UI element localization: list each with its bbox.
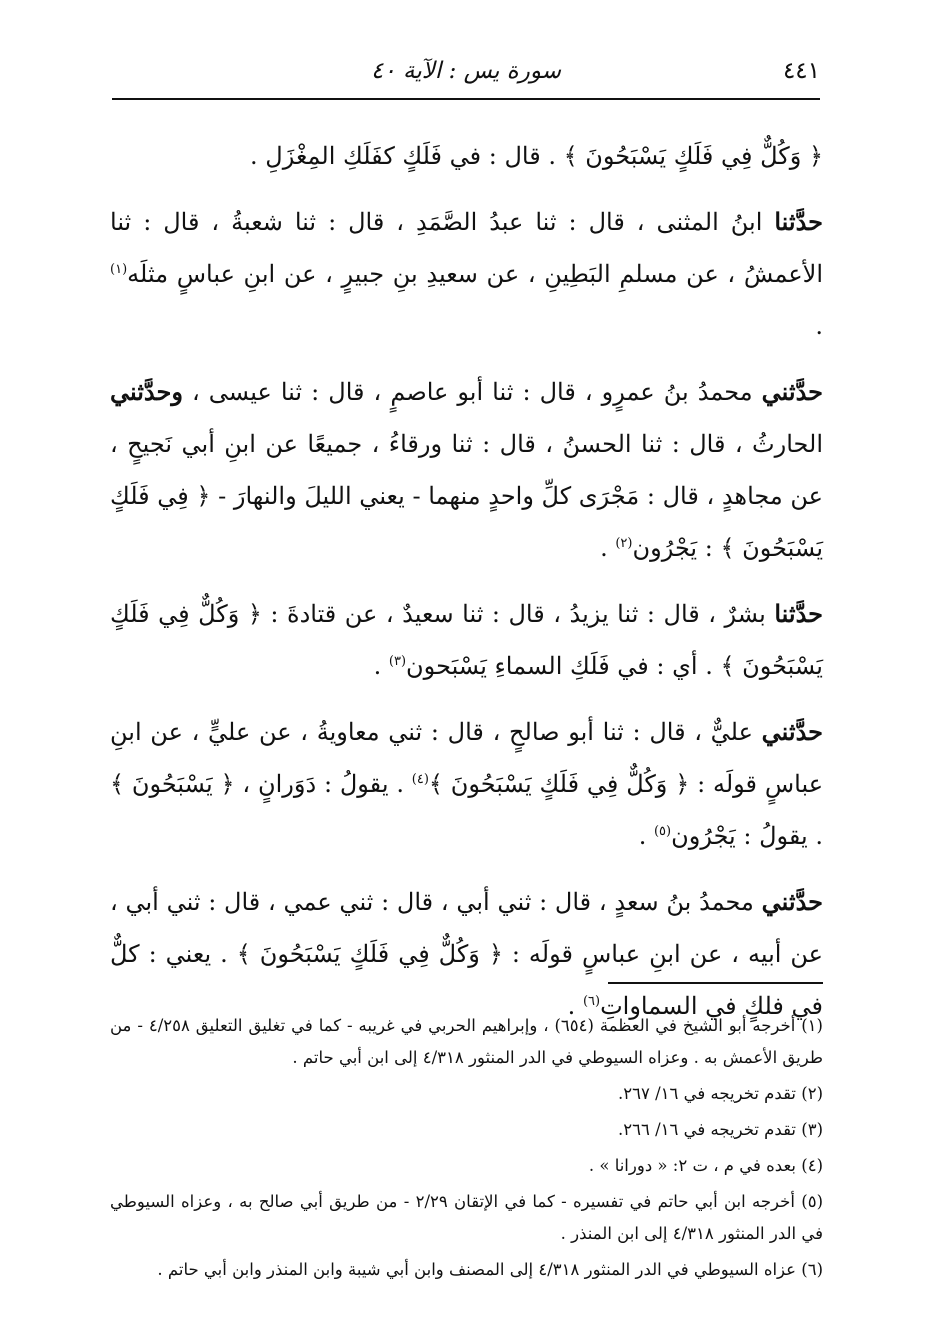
footnote-ref[interactable]: (٦) bbox=[582, 994, 601, 1009]
narration-keyword: حدَّثني bbox=[761, 887, 823, 916]
header-title: سورة يس : الآية ٤٠ bbox=[371, 58, 561, 84]
footnote: (٣) تقدم تخريجه في ١٦/ ٢٦٦. bbox=[617, 1120, 823, 1139]
paragraph-text: ابنُ المثنى ، قال : ثنا عبدُ الصَّمَدِ ، قال : ثنا شعبةُ ، قال : ثنا الأعمشُ ، عن مسلمِ البَطِينِ ، عن سعيدِ بنِ جبيرٍ ، عن ابنِ عباسٍ مثلَه bbox=[110, 208, 823, 288]
footnote: (٥) أخرجه ابن أبي حاتم في تفسيره - كما في الإتقان ٢/٢٩ - من طريق أبي صالح به ، وعزاه السيوطي في الدر المنثور ٤/٣١٨ إلى ابن المنذر . bbox=[110, 1192, 823, 1243]
paragraph bbox=[110, 706, 823, 862]
paragraph bbox=[110, 130, 823, 182]
paragraph-text: بشرٌ ، قال : ثنا يزيدُ ، قال : ثنا سعيدٌ ، عن قتادةَ : ﴿ وَكُلٌّ فِي فَلَكٍ يَسْبَحُونَ ﴾ . أي : في فَلَكِ السماءِ يَسْبَحون bbox=[110, 600, 823, 680]
narration-keyword: حدَّثنا bbox=[774, 599, 823, 628]
footnote-separator bbox=[608, 982, 823, 984]
paragraph-text: عليٌّ ، قال : ثنا أبو صالحٍ ، قال : ثني معاويةُ ، عن عليٍّ ، عن ابنِ عباسٍ قولَه : ﴿ وَكُلٌّ فِي فَلَكٍ يَسْبَحُونَ ﴾ bbox=[110, 718, 824, 798]
footnote-ref[interactable]: (٢) bbox=[615, 536, 633, 551]
footnote-ref[interactable]: (٣) bbox=[388, 654, 407, 669]
paragraph-text: محمدُ بنُ سعدٍ ، قال : ثني أبي ، قال : ثني عمي ، قال : ثني أبي ، عن أبيه ، عن ابنِ عباسٍ قولَه : ﴿ وَكُلٌّ فِي فَلَكٍ يَسْبَحُونَ ﴾ . يعني : كلٌّ في فلكٍ في السماواتِ bbox=[110, 888, 823, 1020]
paragraph-text: الحارثُ ، قال : ثنا الحسنُ ، قال : ثنا ورقاءُ ، جميعًا عن ابنِ أبي نَجيحٍ ، عن مجاهدٍ ، قال : مَجْرَى كلِّ واحدٍ منهما - يعني الليلَ والنهارَ - ﴿ فِي فَلَكٍ يَسْبَحُونَ ﴾ : يَجْرُون bbox=[110, 430, 823, 562]
paragraph bbox=[110, 366, 823, 574]
page-number: ٤٤١ bbox=[782, 58, 820, 84]
footnote: (٢) تقدم تخريجه في ١٦/ ٢٦٧. bbox=[617, 1084, 823, 1103]
footnote-ref[interactable]: (٤) bbox=[411, 772, 429, 787]
running-header bbox=[112, 52, 820, 100]
paragraph bbox=[110, 876, 823, 1032]
paragraph-tail: . bbox=[600, 534, 616, 562]
narration-keyword: حدَّثني bbox=[761, 377, 823, 406]
narration-keyword: حدَّثني bbox=[761, 717, 823, 746]
footnote-ref[interactable]: (١) bbox=[110, 262, 128, 277]
paragraph bbox=[110, 588, 823, 692]
footnote: (١) أخرجه أبو الشيخ في العظمة (٦٥٤) ، وإبراهيم الحربي في غريبه - كما في تغليق التعليق ٤/٢٥٨ - من طريق الأعمش به . وعزاه السيوطي في الدر المنثور ٤/٣١٨ إلى ابن أبي حاتم . bbox=[110, 1016, 823, 1067]
paragraph-tail: . bbox=[567, 992, 583, 1020]
paragraph-tail: . bbox=[638, 822, 654, 850]
paragraph-tail: . bbox=[373, 652, 389, 680]
footnote: (٤) بعده في م ، ت ٢: « دورانا » . bbox=[588, 1156, 823, 1175]
narration-keyword: وحدَّثني bbox=[110, 377, 183, 406]
paragraph bbox=[110, 196, 823, 352]
narration-keyword: حدَّثنا bbox=[774, 207, 823, 236]
paragraph-tail: . bbox=[815, 312, 823, 340]
footnotes bbox=[110, 1010, 823, 1290]
footnote: (٦) عزاه السيوطي في الدر المنثور ٤/٣١٨ إلى المصنف وابن أبي شيبة وابن المنذر وابن أبي حاتم . bbox=[157, 1260, 823, 1279]
paragraph-text: . يقولُ : دَوَرانٍ ، ﴿ يَسْبَحُونَ ﴾ . يقولُ : يَجْرُون bbox=[110, 770, 823, 850]
footnote-ref[interactable]: (٥) bbox=[653, 824, 672, 839]
main-text bbox=[110, 130, 823, 1046]
paragraph-text: محمدُ بنُ عمرٍو ، قال : ثنا أبو عاصمٍ ، قال : ثنا عيسى ، bbox=[182, 378, 762, 406]
paragraph-text: ﴿ وَكُلٌّ فِي فَلَكٍ يَسْبَحُونَ ﴾ . قال : في فَلَكٍ كفَلَكِ المِغْزَلِ . bbox=[250, 142, 823, 170]
